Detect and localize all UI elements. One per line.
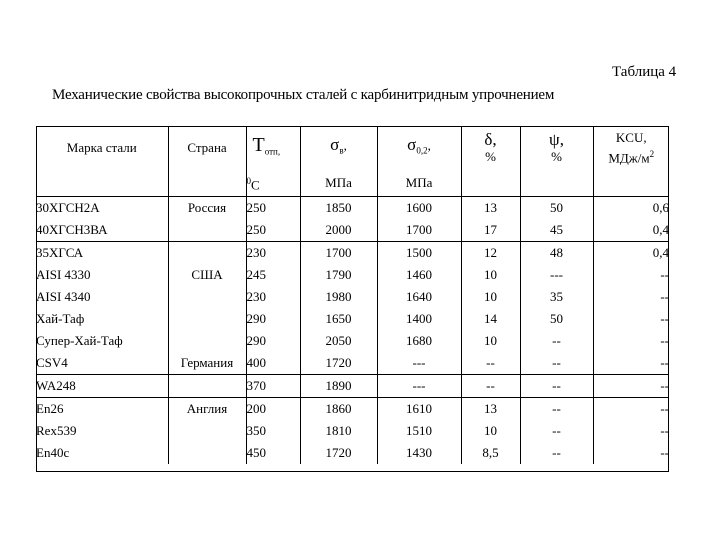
cell-grade: AISI 4330 [36,264,168,286]
cell-tensile: 1650 [300,308,377,330]
col-header-grade: Марка стали [36,126,168,170]
table-row [36,242,669,265]
cell-reduction: -- [520,442,593,464]
cell-tensile: 1720 [300,352,377,375]
cell-reduction: 50 [520,308,593,330]
col-header-reduction: ψ, % [520,126,593,170]
cell-kcu: -- [660,333,669,349]
temp-unit: $^0$C [246,170,300,197]
cell-kcu: -- [660,289,669,305]
cell-reduction: 45 [520,219,593,242]
cell-kcu: -- [660,423,669,439]
table-row [36,330,669,352]
table-row [36,286,669,308]
cell-tensile: 1790 [300,264,377,286]
header-row [36,126,669,170]
cell-reduction: -- [520,420,593,442]
cell-yield: --- [377,352,461,375]
cell-tensile: 2000 [300,219,377,242]
table-number: Таблица 4 [612,64,677,80]
cell-kcu: -- [660,445,669,461]
cell-temp: 245 [246,264,300,286]
cell-kcu: 0,6 [593,197,669,220]
cell-tensile: 2050 [300,330,377,352]
cell-elongation: 10 [461,420,520,442]
cell-reduction: 35 [520,286,593,308]
cell-yield: 1510 [377,420,461,442]
cell-reduction: -- [520,330,593,352]
cell-yield: 1500 [377,242,461,265]
cell-yield: 1610 [377,398,461,421]
cell-temp: 450 [246,442,300,464]
cell-temp: 290 [246,308,300,330]
cell-country [168,219,246,242]
table-row [36,308,669,330]
col-header-kcu: KCU, МДж/$м^2$ [608,129,655,166]
properties-table [36,126,669,464]
cell-grade: 35ХГСА [36,242,168,265]
cell-yield: 1430 [377,442,461,464]
cell-yield: 1640 [377,286,461,308]
cell-kcu: -- [660,267,669,283]
cell-reduction: 48 [520,242,593,265]
cell-temp: 200 [246,398,300,421]
table-row [36,197,669,220]
cell-country: Германия [168,352,246,375]
table-row [36,219,669,242]
cell-country [168,242,246,265]
col-header-tensile: $\sigma_в$, [300,126,377,170]
cell-kcu: -- [660,355,669,371]
cell-grade: 40ХГСН3ВА [36,219,168,242]
cell-kcu: -- [593,398,669,421]
yield-unit: МПа [377,170,461,197]
cell-tensile: 1980 [300,286,377,308]
cell-country [168,308,246,330]
cell-elongation: 8,5 [461,442,520,464]
cell-temp: 350 [246,420,300,442]
table-row [36,398,669,421]
cell-tensile: 1890 [300,375,377,398]
cell-grade: En26 [36,398,168,421]
cell-reduction: -- [520,375,593,398]
cell-country [168,330,246,352]
cell-temp: 290 [246,330,300,352]
cell-country: Англия [168,398,246,421]
cell-elongation: 10 [461,264,520,286]
cell-tensile: 1720 [300,442,377,464]
cell-grade: 30ХГСН2А [36,197,168,220]
cell-temp: 400 [246,352,300,375]
table-row [36,264,669,286]
cell-elongation: 14 [461,308,520,330]
cell-grade: Хай-Таф [36,308,168,330]
cell-country [168,286,246,308]
table-row [36,375,669,398]
cell-tensile: 1850 [300,197,377,220]
cell-temp: 230 [246,242,300,265]
tensile-unit: МПа [300,170,377,197]
cell-temp: 370 [246,375,300,398]
table-row [36,420,669,442]
cell-kcu: -- [593,375,669,398]
cell-kcu: 0,4 [652,222,669,238]
cell-elongation: -- [461,375,520,398]
col-header-temp: $T_{отп,}$ [246,126,300,170]
cell-kcu: 0,4 [593,242,669,265]
cell-elongation: 13 [461,398,520,421]
units-row [36,170,669,197]
cell-yield: 1600 [377,197,461,220]
cell-tensile: 1700 [300,242,377,265]
cell-yield: 1400 [377,308,461,330]
table-row [36,352,669,375]
cell-elongation: 17 [461,219,520,242]
cell-temp: 250 [246,219,300,242]
cell-elongation: 13 [461,197,520,220]
cell-elongation: 10 [461,330,520,352]
cell-country: Россия [168,197,246,220]
cell-tensile: 1810 [300,420,377,442]
cell-grade: Rex539 [36,420,168,442]
cell-yield: --- [377,375,461,398]
cell-grade: CSV4 [36,352,168,375]
cell-yield: 1700 [377,219,461,242]
cell-tensile: 1860 [300,398,377,421]
cell-grade: AISI 4340 [36,286,168,308]
col-header-yield: $\sigma_{0,2}$, [377,126,461,170]
cell-grade: Супер-Хай-Таф [36,330,168,352]
cell-grade: En40c [36,442,168,464]
cell-yield: 1460 [377,264,461,286]
col-header-country: Страна [168,126,246,170]
cell-country [168,375,246,398]
cell-temp: 230 [246,286,300,308]
cell-elongation: -- [461,352,520,375]
cell-reduction: -- [520,352,593,375]
cell-kcu: -- [660,311,669,327]
cell-elongation: 12 [461,242,520,265]
cell-country: США [168,264,246,286]
cell-country [168,442,246,464]
cell-yield: 1680 [377,330,461,352]
cell-elongation: 10 [461,286,520,308]
cell-grade: WA248 [36,375,168,398]
col-header-elongation: δ, % [461,126,520,170]
cell-reduction: --- [520,264,593,286]
cell-temp: 250 [246,197,300,220]
cell-reduction: 50 [520,197,593,220]
table-caption: Механические свойства высокопрочных сталей с карбинитридным упрочнением [52,87,555,103]
cell-country [168,420,246,442]
table-row [36,442,669,464]
cell-reduction: -- [520,398,593,421]
